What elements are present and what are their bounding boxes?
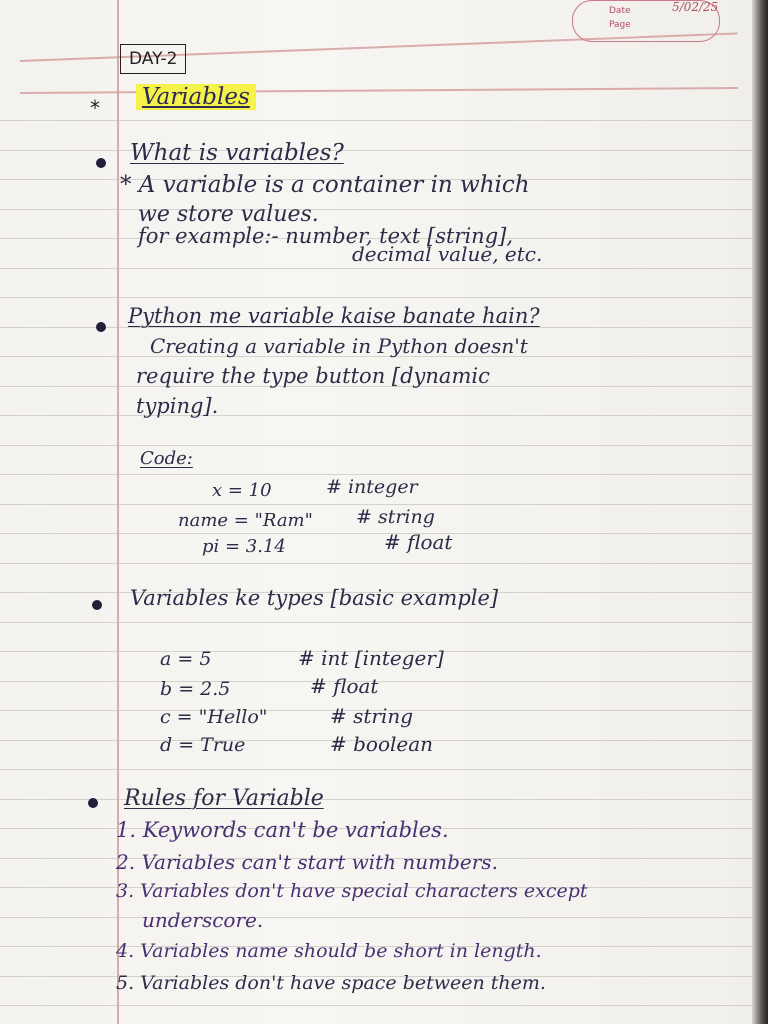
text-line: typing].	[136, 394, 219, 418]
bullet	[92, 600, 102, 610]
section-heading: Rules for Variable	[124, 786, 324, 811]
text-line: we store values.	[138, 202, 319, 227]
code-stmt: d = True	[160, 734, 246, 756]
ruled-line	[0, 533, 752, 534]
header-rule-lower	[20, 87, 738, 94]
text-line: decimal value, etc.	[352, 242, 543, 266]
rule-item: 3. Variables don't have special characters except	[116, 880, 588, 902]
ruled-line	[0, 120, 752, 121]
ruled-line	[0, 1005, 752, 1006]
ruled-line	[0, 917, 752, 918]
page-edge	[752, 0, 768, 1024]
text-line: require the type button [dynamic	[136, 364, 490, 388]
date-label: Date	[609, 6, 631, 16]
ruled-line	[0, 622, 752, 623]
day-box: DAY-2	[120, 44, 186, 74]
code-label: Code:	[140, 448, 193, 469]
code-comment: # string	[356, 506, 435, 528]
rule-item: 2. Variables can't start with numbers.	[116, 850, 498, 874]
bullet	[88, 798, 98, 808]
ruled-line	[0, 209, 752, 210]
code-stmt: name = "Ram"	[178, 510, 313, 531]
text-line: * A variable is a container in which	[120, 172, 530, 198]
page-label: Page	[609, 20, 631, 30]
title-star: *	[90, 96, 100, 120]
ruled-line	[0, 297, 752, 298]
rule-item: underscore.	[142, 908, 264, 932]
code-stmt: c = "Hello"	[160, 706, 268, 728]
section-heading: What is variables?	[130, 140, 344, 166]
ruled-line	[0, 150, 752, 151]
code-stmt: b = 2.5	[160, 678, 231, 700]
ruled-line	[0, 415, 752, 416]
code-comment: # int [integer]	[298, 646, 444, 670]
bullet	[96, 322, 106, 332]
code-stmt: x = 10	[212, 480, 272, 501]
rule-item: 4. Variables name should be short in length.	[116, 940, 542, 962]
text-line: for example:- number, text [string],	[138, 224, 514, 248]
ruled-line	[0, 474, 752, 475]
code-stmt: pi = 3.14	[202, 536, 286, 557]
ruled-line	[0, 268, 752, 269]
code-comment: # boolean	[330, 732, 434, 756]
date-value: 5/02/25	[672, 0, 719, 14]
section-heading: Python me variable kaise banate hain?	[128, 304, 540, 328]
code-comment: # float	[384, 530, 453, 554]
section-heading: Variables ke types [basic example]	[130, 586, 499, 610]
code-comment: # string	[330, 704, 414, 728]
rule-item: 5. Variables don't have space between them.	[116, 972, 546, 994]
code-comment: # integer	[326, 476, 418, 498]
text-line: Creating a variable in Python doesn't	[150, 334, 528, 358]
page-title: Variables	[136, 84, 256, 110]
rule-item: 1. Keywords can't be variables.	[116, 818, 449, 842]
ruled-line	[0, 504, 752, 505]
ruled-line	[0, 445, 752, 446]
ruled-line	[0, 769, 752, 770]
bullet	[96, 158, 106, 168]
code-stmt: a = 5	[160, 648, 212, 670]
ruled-line	[0, 563, 752, 564]
code-comment: # float	[310, 674, 379, 698]
ruled-line	[0, 799, 752, 800]
